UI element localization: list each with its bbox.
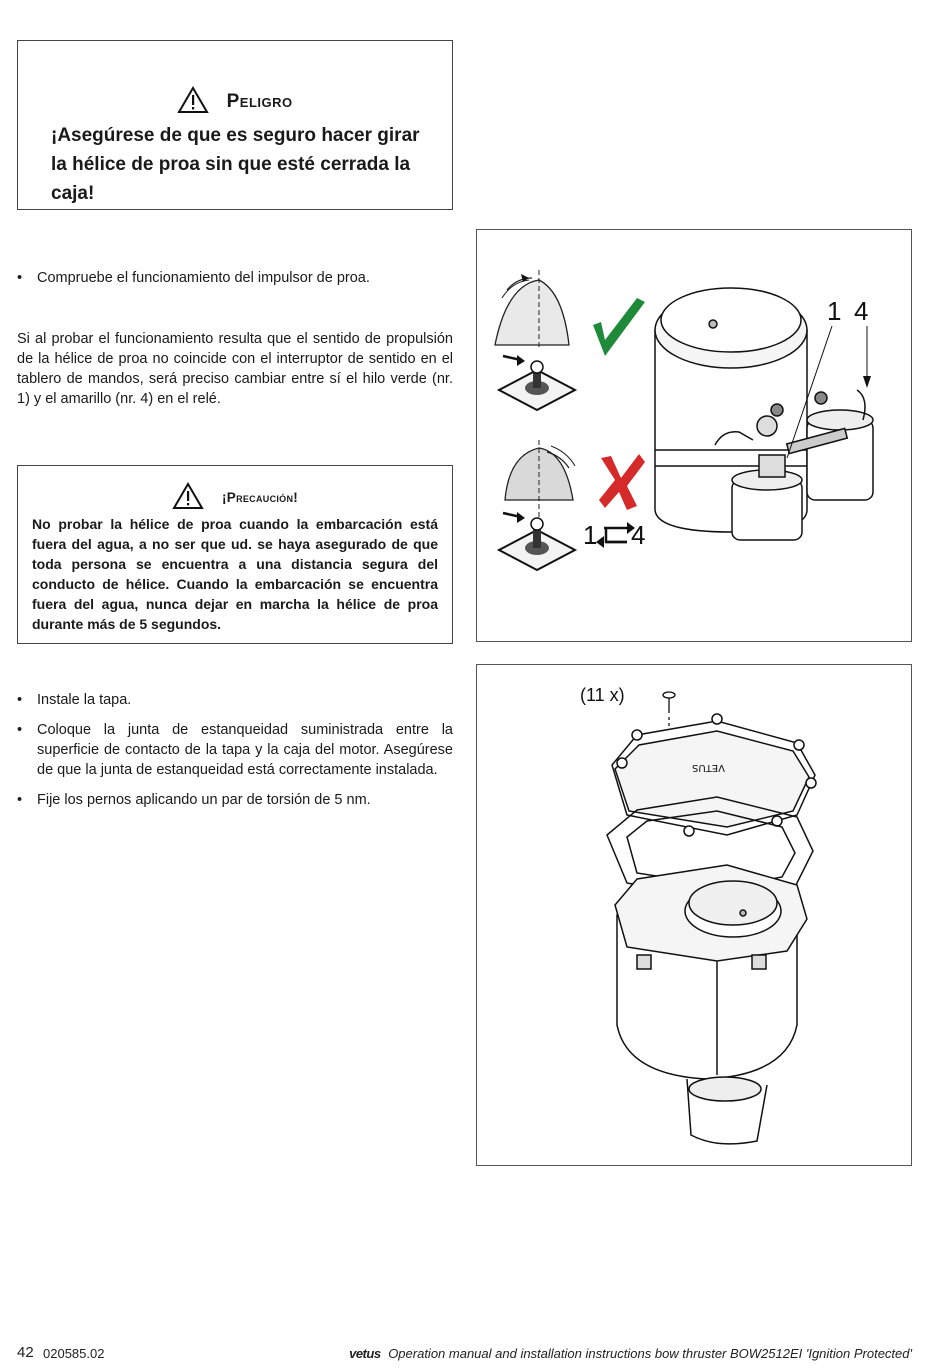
caution-text: No probar la hélice de proa cuando la embarcación está fuera del agua, a no ser que ud. se haya asegurado de que toda persona se encuentra a una distancia segura del conducto de hélice. Cuando la embarcación se encuentra fuera del agua, nunca dejar en marcha la hélice de proa durante más de 5 segundos. [32,516,438,632]
cover-illustration [612,714,816,836]
paragraph-swap-wires: Si al probar el funcionamiento resulta que el sentido de propulsión de la hélice de proa no coincide con el interruptor de sentido en el tablero de mandos, será preciso cambiar entre sí el hilo verde (nr. 1) y el amarillo (nr. 4) en el relé. [17,331,453,407]
bow-correct-illustration [495,270,569,350]
document-number: 020585.02 [43,1346,105,1361]
warning-triangle-icon [177,86,209,114]
danger-box [17,40,453,210]
figure-relay-wiring [476,229,912,642]
svg-text:VETUS: VETUS [692,762,725,773]
label-wire-1: 1 [827,296,842,326]
bullet-place-gasket: • Coloque la junta de estanqueidad suministrada entre la superficie de contacto de la tapa y la caja del motor. Asegúrese de que la junta de estanqueidad está correctamente instalada. [17,720,453,780]
joystick-panel-top [499,355,575,410]
caution-heading: ¡Precaución! [221,490,299,505]
danger-text: ¡Asegúrese de que es seguro hacer girar la hélice de proa sin que esté cerrada la caja! [51,125,420,204]
footer-title-row [349,1346,912,1361]
bullet-check-thruster: • Compruebe el funcionamiento del impulsor de proa. [17,268,453,288]
footer-title: Operation manual and installation instructions bow thruster BOW2512EI 'Ignition Protected' [388,1346,912,1361]
check-mark-icon [593,298,645,356]
cross-mark-icon [599,454,645,510]
screw-count-label: (11 x) [580,685,625,705]
swap-arrows-icon [596,522,635,548]
swap-label-right: 4 [631,520,646,550]
caution-heading-row [18,482,452,510]
vetus-logo: vetus [349,1346,381,1361]
swap-label-left: 1 [583,520,598,550]
figure-cover-installation [476,664,912,1166]
danger-heading-row [18,86,452,114]
page-number: 42 [17,1344,34,1361]
motor-housing-illustration [615,865,807,1144]
danger-heading: Peligro [226,91,293,112]
bullet-tighten-bolts: • Fije los pernos aplicando un par de torsión de 5 nm. [17,790,453,810]
joystick-panel-bottom [499,512,575,570]
label-wire-4: 4 [854,296,869,326]
bullet-install-cover: • Instale la tapa. [17,690,453,710]
bow-wrong-illustration [505,440,575,520]
warning-triangle-icon [172,482,204,510]
caution-box [17,465,453,644]
